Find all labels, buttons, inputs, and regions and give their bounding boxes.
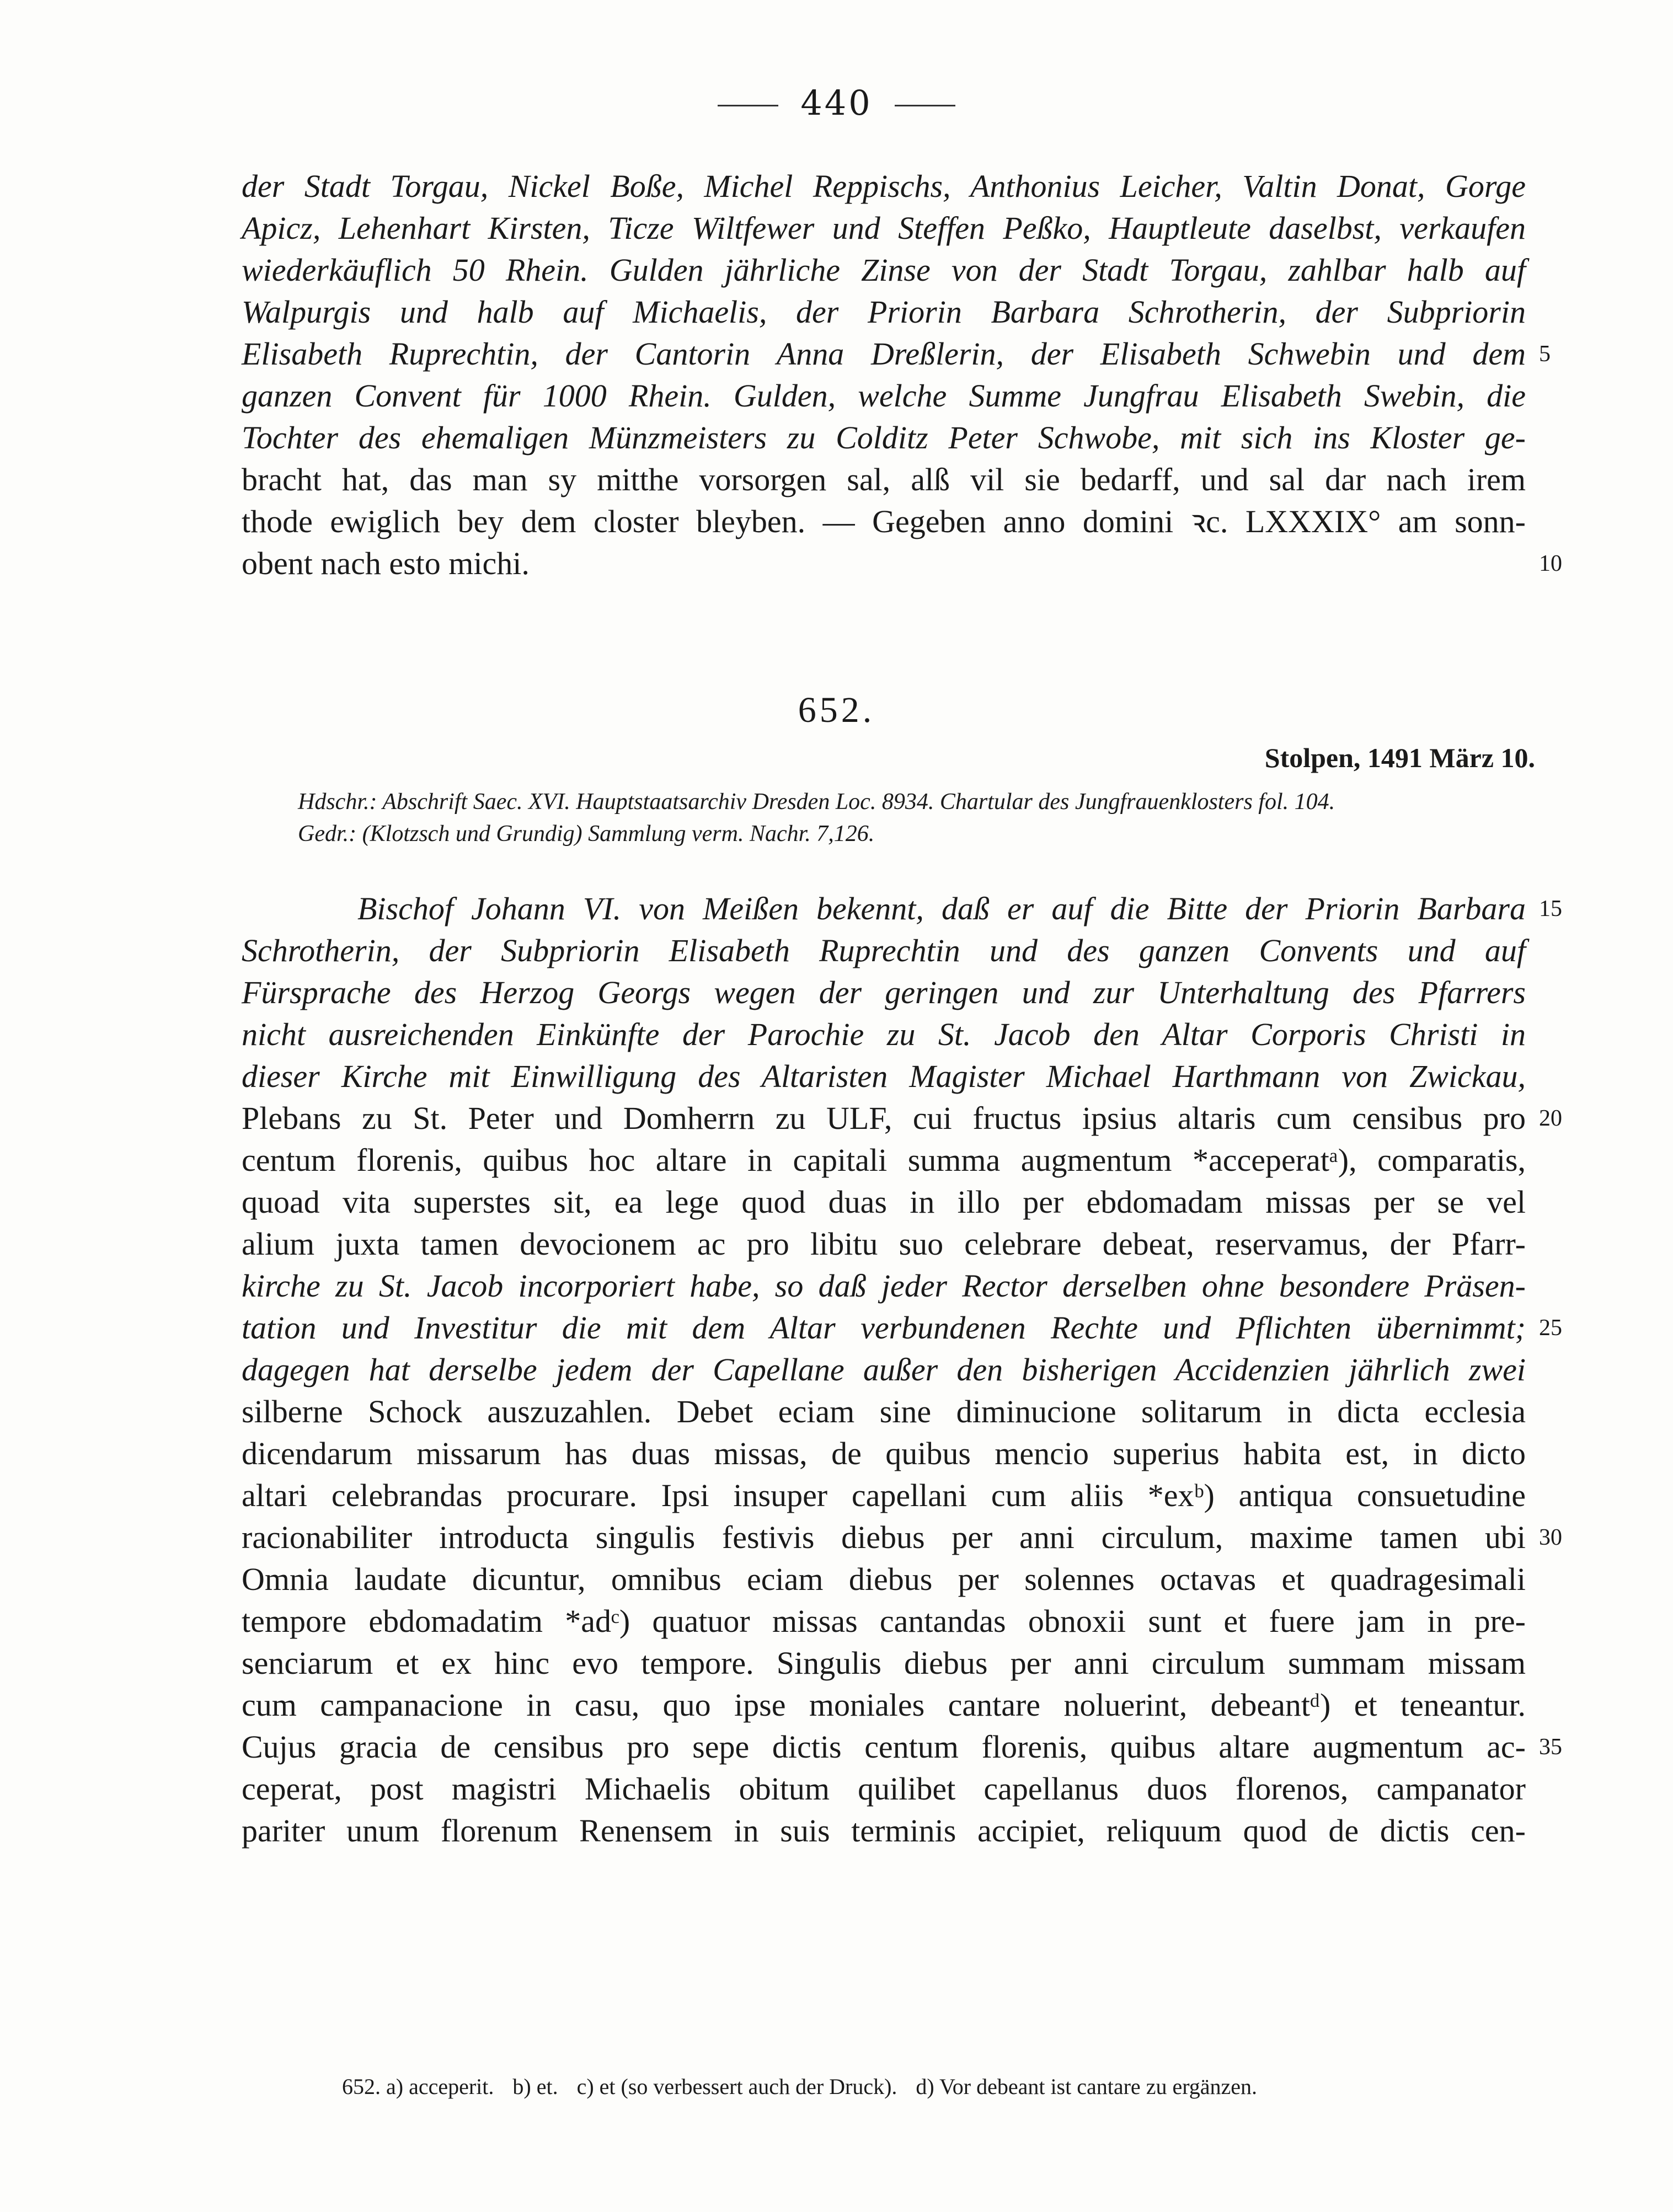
body-line: Bischof Johann VI. von Meißen bekennt, daß er auf die Bitte der Priorin Barbara [357, 891, 1526, 926]
body-line: silberne Schock auszuzahlen. Debet eciam sine diminucione solitarum in dicta ecclesia [242, 1394, 1526, 1429]
body-line: kirche zu St. Jacob incorporiert habe, so daß jeder Rector derselben ohne besondere Präsen- [242, 1268, 1526, 1304]
source-print: Gedr.: (Klotzsch und Grundig) Sammlung verm. Nachr. 7,126. [298, 821, 875, 847]
line-number: 30 [1539, 1525, 1562, 1550]
summary-line: wiederkäuflich 50 Rhein. Gulden jährliche Zinse von der Stadt Torgau, zahlbar halb auf [242, 252, 1526, 288]
line-number: 20 [1539, 1106, 1562, 1131]
header-dash-right [895, 105, 955, 106]
footnote-c: c) et (so verbessert auch der Druck). [576, 2074, 897, 2099]
summary-line: Elisabeth Ruprechtin, der Cantorin Anna Dreßlerin, der Elisabeth Schwebin und dem [242, 336, 1526, 372]
body-line: racionabiliter introducta singulis festivis diebus per anni circulum, maxime tamen ubi [242, 1519, 1526, 1555]
body-line: centum florenis, quibus hoc altare in capitali summa augmentum *acceperatᵃ), comparatis, [242, 1142, 1526, 1178]
body-line: alium juxta tamen devocionem ac pro libitu suo celebrare debeat, reservamus, der Pfarr- [242, 1226, 1526, 1262]
body-line: tation und Investitur die mit dem Altar verbundenen Rechte und Pflichten übernimmt; [242, 1310, 1526, 1346]
header-dash-left [718, 105, 778, 106]
body-line: altari celebrandas procurare. Ipsi insuper capellani cum aliis *exᵇ) antiqua consuetudine [242, 1477, 1526, 1513]
body-line: dicendarum missarum has duas missas, de quibus mencio superius habita est, in dicto [242, 1436, 1526, 1471]
page-number: 440 [800, 83, 873, 123]
line-number: 25 [1539, 1315, 1562, 1341]
document-number: 652. [798, 690, 875, 730]
summary-line: ganzen Convent für 1000 Rhein. Gulden, welche Summe Jungfrau Elisabeth Swebin, die [242, 378, 1526, 414]
body-line: Plebans zu St. Peter und Domherrn zu ULF, cui fructus ipsius altaris cum censibus pro [242, 1100, 1526, 1136]
body-line: dagegen hat derselbe jedem der Capellane außer den bisherigen Accidenzien jährlich zwei [242, 1352, 1526, 1388]
body-line: tempore ebdomadatim *adᶜ) quatuor missas cantandas obnoxii sunt et fuere jam in pre- [242, 1603, 1526, 1639]
summary-line: Apicz, Lehenhart Kirsten, Ticze Wiltfewer und Steffen Peßko, Hauptleute daselbst, verkaufen [242, 210, 1526, 246]
footnote-a: 652. a) acceperit. [342, 2074, 494, 2099]
body-line: Fürsprache des Herzog Georgs wegen der geringen und zur Unterhaltung des Pfarrers [242, 974, 1526, 1010]
line-number: 35 [1539, 1734, 1562, 1760]
body-line: nicht ausreichenden Einkünfte der Parochie zu St. Jacob den Altar Corporis Christi in [242, 1016, 1526, 1052]
body-line: Omnia laudate dicuntur, omnibus eciam diebus per solennes octavas et quadragesimali [242, 1561, 1526, 1597]
body-line: ceperat, post magistri Michaelis obitum quilibet capellanus duos florenos, campanator [242, 1771, 1526, 1807]
body-line: quoad vita superstes sit, ea lege quod duas in illo per ebdomadam missas per se vel [242, 1184, 1526, 1220]
body-line: Schrotherin, der Subpriorin Elisabeth Ruprechtin und des ganzen Convents und auf [242, 933, 1526, 968]
summary-line: Tochter des ehemaligen Münzmeisters zu Colditz Peter Schwobe, mit sich ins Kloster ge- [242, 420, 1526, 456]
summary-line: der Stadt Torgau, Nickel Boße, Michel Reppischs, Anthonius Leicher, Valtin Donat, Gorge [242, 168, 1526, 204]
body-line: cum campanacione in casu, quo ipse moniales cantare noluerint, debeantᵈ) et teneantur. [242, 1687, 1526, 1723]
line-number: 15 [1539, 896, 1562, 922]
summary-line: obent nach esto michi. [242, 545, 530, 581]
body-line: dieser Kirche mit Einwilligung des Altaristen Magister Michael Harthmann von Zwickau, [242, 1058, 1526, 1094]
footnote-b: b) et. [512, 2074, 558, 2099]
body-line: pariter unum florenum Renensem in suis terminis accipiet, reliquum quod de dictis cen- [242, 1813, 1526, 1849]
body-line: senciarum et ex hinc evo tempore. Singulis diebus per anni circulum summam missam [242, 1645, 1526, 1681]
body-line: Cujus gracia de censibus pro sepe dictis centum florenis, quibus altare augmentum ac- [242, 1729, 1526, 1765]
summary-line: bracht hat, das man sy mitthe vorsorgen sal, alß vil sie bedarff, und sal dar nach irem [242, 462, 1526, 497]
place-date: Stolpen, 1491 März 10. [1264, 742, 1535, 773]
footnote-d: d) Vor debeant ist cantare zu ergänzen. [916, 2074, 1258, 2099]
summary-line: Walpurgis und halb auf Michaelis, der Priorin Barbara Schrotherin, der Subpriorin [242, 294, 1526, 330]
line-number: 10 [1539, 551, 1562, 576]
line-number: 5 [1539, 341, 1551, 367]
source-manuscript: Hdschr.: Abschrift Saec. XVI. Hauptstaatsarchiv Dresden Loc. 8934. Chartular des Jungfrauenklosters fol. 104. [298, 789, 1335, 815]
footnotes [342, 2074, 1270, 2099]
page-header [0, 83, 1673, 123]
summary-line: thode ewiglich bey dem closter bleyben. — Gegeben anno domini ꝛc. LXXXIX° am sonn- [242, 504, 1526, 539]
